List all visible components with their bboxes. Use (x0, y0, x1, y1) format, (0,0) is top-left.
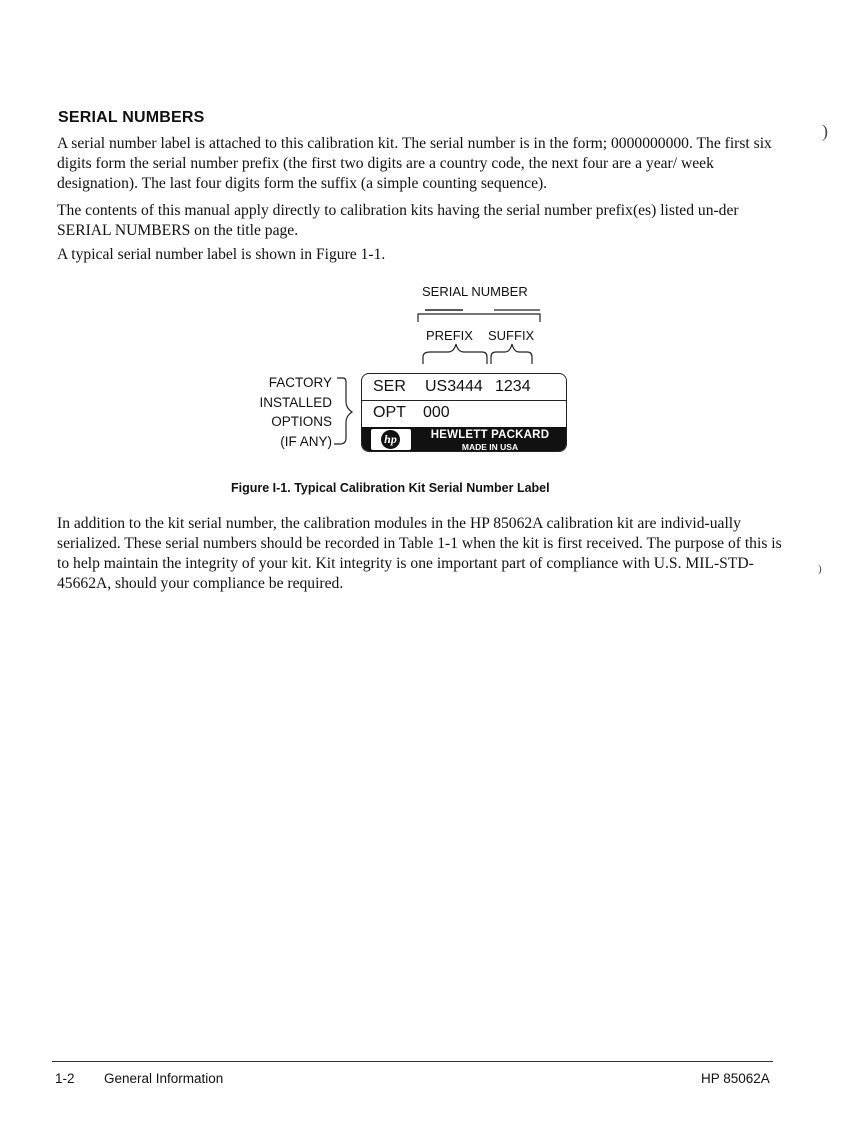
plate-ser-suffix: 1234 (495, 378, 531, 395)
suffix-brace (491, 344, 532, 364)
paragraph-module-serialization: In addition to the kit serial number, the calibration modules in the HP 85062A calibration kit are individ-ually serialized. These serial numbers should be recorded in Table 1-1 when the kit is first received. The purpose of this is to help maintain the integrity of your kit. Kit integrity is one important part of compliance with U.S. MIL-STD-45662A, should your compliance be required. (57, 515, 782, 592)
plate-brand-band (362, 427, 566, 452)
section-heading: SERIAL NUMBERS (58, 109, 205, 126)
options-bracket (334, 378, 352, 444)
suffix-caption: SUFFIX (488, 328, 535, 343)
plate-opt-value: 000 (423, 404, 450, 421)
footer-page-number: 1-2 (55, 1071, 75, 1086)
serial-number-plate (361, 373, 567, 452)
hp-logo-icon (371, 429, 411, 450)
footer-section-title: General Information (104, 1071, 224, 1086)
plate-opt-key: OPT (373, 404, 406, 421)
options-label-line: INSTALLED (259, 394, 332, 410)
serial-number-caption: SERIAL NUMBER (422, 284, 528, 299)
hp-logo-mark: hp (381, 430, 400, 449)
options-label-line: (IF ANY) (280, 433, 332, 449)
paragraph-serial-format: A serial number label is attached to this calibration kit. The serial number is in the form; 0000000000. The first six digits form the serial number prefix (the first two digits are a country code, the next four are a year/ week designation). The last four digits form the suffix (a simple counting sequence). (57, 135, 772, 192)
plate-brand-text: HEWLETT PACKARD (430, 429, 550, 441)
serial-number-bracket (418, 314, 540, 322)
plate-option-row (362, 401, 566, 428)
footer-rule (52, 1061, 773, 1062)
footer-product-name: HP 85062A (701, 1071, 770, 1086)
paragraph-label-reference: A typical serial number label is shown in Figure 1-1. (57, 246, 386, 263)
margin-mark: ) (822, 121, 828, 141)
plate-origin-text: MADE IN USA (461, 442, 519, 452)
paragraph-manual-applicability: The contents of this manual apply directly to calibration kits having the serial number prefix(es) listed un-der SERIAL NUMBERS on the title page. (57, 202, 739, 239)
factory-options-label (244, 373, 332, 451)
figure-caption: Figure I-1. Typical Calibration Kit Serial Number Label (231, 481, 550, 495)
plate-serial-row (362, 374, 566, 401)
margin-mark: ) (818, 563, 822, 575)
prefix-brace (423, 344, 487, 364)
prefix-caption: PREFIX (426, 328, 473, 343)
plate-ser-key: SER (373, 378, 406, 395)
options-label-line: FACTORY (268, 375, 332, 390)
options-label-line: OPTIONS (271, 414, 332, 429)
plate-ser-prefix: US3444 (425, 378, 483, 395)
